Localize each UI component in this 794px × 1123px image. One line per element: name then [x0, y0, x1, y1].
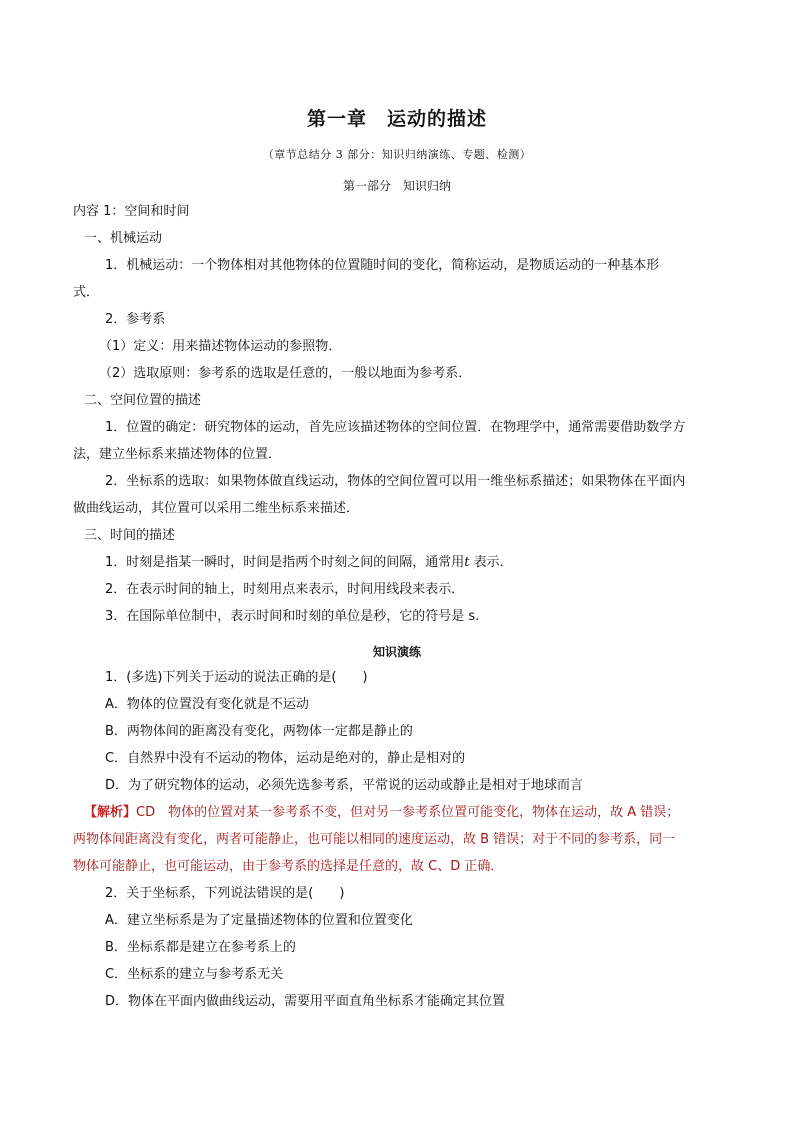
- solution-text: CD 物体的位置对某一参考系不变，但对另一参考系位置可能变化，物体在运动，故 A 错误；: [136, 805, 680, 820]
- paragraph-line: （2）选取原则：参考系的选取是任意的，一般以地面为参考系．: [99, 366, 472, 381]
- paragraph-line: 法，建立坐标系来描述物体的位置．: [73, 447, 282, 462]
- question-2-option-c: C．坐标系的建立与参考系无关: [105, 967, 284, 982]
- chapter-subtitle: （章节总结分 3 部分：知识归纳演练、专题、检测）: [262, 148, 532, 161]
- section-heading-mechanical-motion: 一、机械运动: [84, 231, 163, 246]
- paragraph-line: [105, 555, 765, 571]
- paragraph-line: 1．机械运动：一个物体相对其他物体的位置随时间的变化，简称运动，是物质运动的一种基本形: [105, 258, 660, 273]
- paragraph-line: （1）定义：用来描述物体运动的参照物．: [99, 339, 342, 354]
- section-heading-spatial-position: 二、空间位置的描述: [84, 393, 202, 408]
- question-1-option-c: C．自然界中没有不运动的物体，运动是绝对的，静止是相对的: [105, 751, 466, 766]
- paragraph-line: 做曲线运动，其位置可以采用二维坐标系来描述．: [73, 501, 360, 516]
- solution-line: [84, 805, 744, 821]
- question-1-option-b: B．两物体间的距离没有变化，两物体一定都是静止的: [105, 724, 413, 739]
- variable-t: t: [464, 555, 470, 570]
- paragraph-line: 1．位置的确定：研究物体的运动，首先应该描述物体的空间位置．在物理学中，通常需要借助数学方: [105, 420, 686, 435]
- paragraph-line: 2．参考系: [105, 312, 166, 327]
- paragraph-line: 式．: [73, 285, 100, 300]
- question-1: 1．(多选)下列关于运动的说法正确的是( ): [105, 670, 368, 685]
- solution-line: 两物体间距离没有变化，两者可能静止，也可能以相同的速度运动，故 B 错误；对于不同的参考系，同一: [73, 832, 676, 847]
- question-2: 2．关于坐标系，下列说法错误的是( ): [105, 886, 345, 901]
- practice-heading: 知识演练: [372, 645, 421, 659]
- paragraph-line: 2．在表示时间的轴上，时刻用点来表示，时间用线段来表示．: [105, 582, 465, 597]
- question-1-option-d: D．为了研究物体的运动，必须先选参考系，平常说的运动或静止是相对于地球而言: [105, 778, 584, 793]
- question-1-option-a: A．物体的位置没有变化就是不运动: [105, 697, 309, 712]
- question-2-option-d: D．物体在平面内做曲线运动，需要用平面直角坐标系才能确定其位置: [105, 994, 506, 1009]
- text-run: 表示．: [469, 555, 513, 570]
- question-2-option-b: B．坐标系都是建立在参考系上的: [105, 940, 296, 955]
- content-label: 内容 1：空间和时间: [73, 204, 190, 219]
- question-2-option-a: A．建立坐标系是为了定量描述物体的位置和位置变化: [105, 913, 413, 928]
- text-run: 1．时刻是指某一瞬时，时间是指两个时刻之间的间隔，通常用: [105, 555, 465, 570]
- paragraph-line: 2．坐标系的选取：如果物体做直线运动，物体的空间位置可以用一维坐标系描述；如果物体在平面内: [105, 474, 686, 489]
- solution-line: 物体可能静止，也可能运动，由于参考系的选择是任意的，故 C、D 正确．: [73, 859, 504, 874]
- solution-tag: 【解析】: [84, 805, 137, 820]
- part-heading: 第一部分 知识归纳: [342, 179, 451, 193]
- section-heading-time: 三、时间的描述: [84, 528, 176, 543]
- chapter-title: 第一章 运动的描述: [306, 108, 487, 130]
- paragraph-line: 3．在国际单位制中，表示时间和时刻的单位是秒，它的符号是 s.: [105, 609, 480, 624]
